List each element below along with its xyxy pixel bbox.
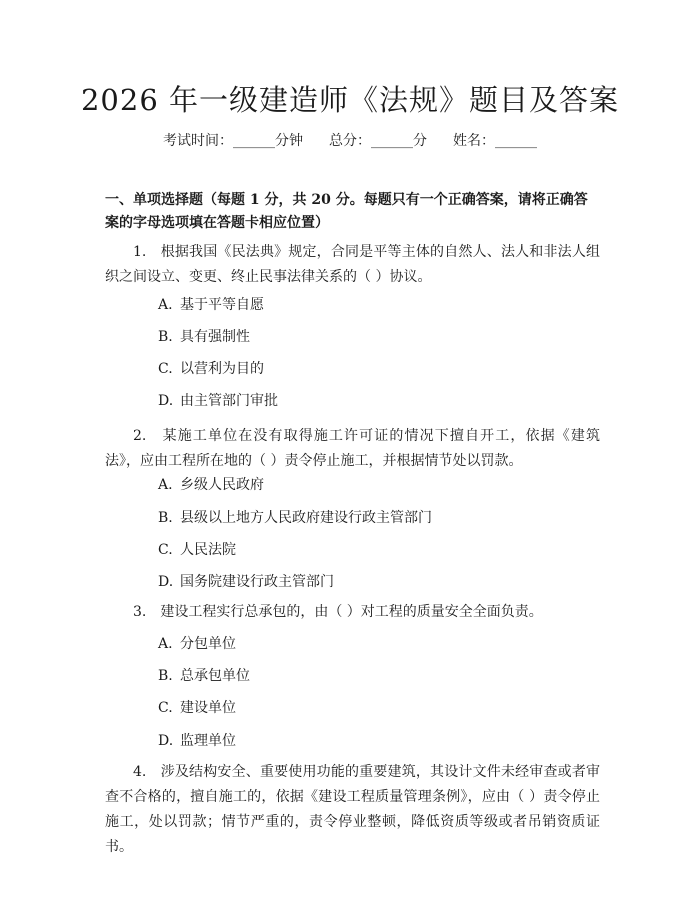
student-name-field: 姓名：______ — [453, 133, 537, 149]
question-2-text: 2. 某施工单位在没有取得施工许可证的情况下擅自开工，依据《建筑法》，应由工程所在地的（ ）责令停止施工，并根据情节处以罚款。 — [105, 428, 600, 469]
option-text: 监理单位 — [180, 733, 236, 749]
option-letter: A. — [158, 477, 173, 493]
option-letter: C. — [158, 542, 173, 558]
question-3-option-c — [158, 697, 598, 719]
option-text: 县级以上地方人民政府建设行政主管部门 — [180, 510, 432, 526]
section-heading: 一、单项选择题（每题 1 分，共 20 分。每题只有一个正确答案，请将正确答案的字母选项填在答题卡相应位置） — [105, 192, 588, 231]
question-1-text: 1. 根据我国《民法典》规定，合同是平等主体的自然人、法人和非法人组织之间设立、变更、终止民事法律关系的（ ）协议。 — [105, 244, 600, 285]
question-3-option-a — [158, 633, 598, 655]
option-letter: B. — [158, 668, 173, 684]
question-2-option-c — [158, 539, 598, 561]
option-letter: C. — [158, 361, 173, 377]
option-letter: C. — [158, 700, 173, 716]
option-letter: B. — [158, 329, 173, 345]
question-2-option-a — [158, 474, 598, 496]
option-text: 乡级人民政府 — [180, 477, 264, 493]
exam-meta-line — [0, 131, 700, 151]
option-text: 人民法院 — [180, 542, 236, 558]
option-text: 由主管部门审批 — [180, 393, 278, 409]
option-text: 基于平等自愿 — [180, 297, 264, 313]
option-letter: D. — [158, 574, 174, 590]
question-3-option-b — [158, 665, 598, 687]
option-letter: D. — [158, 733, 174, 749]
question-1-option-d — [158, 390, 598, 412]
option-text: 分包单位 — [180, 636, 236, 652]
option-letter: A. — [158, 297, 173, 313]
option-letter: D. — [158, 393, 174, 409]
document-title: 2026 年一级建造师《法规》题目及答案 — [80, 83, 620, 117]
option-text: 总承包单位 — [180, 668, 250, 684]
total-score-field: 总分：______分 — [329, 133, 427, 149]
question-1-option-b — [158, 326, 598, 348]
option-text: 国务院建设行政主管部门 — [180, 574, 334, 590]
exam-time-field: 考试时间：______分钟 — [163, 133, 303, 149]
question-3-option-d — [158, 730, 598, 752]
question-3-text: 3. 建设工程实行总承包的，由（ ）对工程的质量安全全面负责。 — [133, 604, 543, 620]
question-2-option-b — [158, 507, 598, 529]
question-1-option-a — [158, 294, 598, 316]
option-letter: A. — [158, 636, 173, 652]
option-text: 以营利为目的 — [180, 361, 264, 377]
question-4-text: 4. 涉及结构安全、重要使用功能的重要建筑，其设计文件未经审查或者审查不合格的，擅自施工的，依据《建设工程质量管理条例》，应由（ ）责令停止施工，处以罚款；情节严重的，责令停业整顿，降低资质等级或者吊销资质证书。 — [105, 764, 600, 855]
option-letter: B. — [158, 510, 173, 526]
question-2-option-d — [158, 571, 598, 593]
option-text: 建设单位 — [180, 700, 236, 716]
option-text: 具有强制性 — [180, 329, 250, 345]
question-1-option-c — [158, 358, 598, 380]
